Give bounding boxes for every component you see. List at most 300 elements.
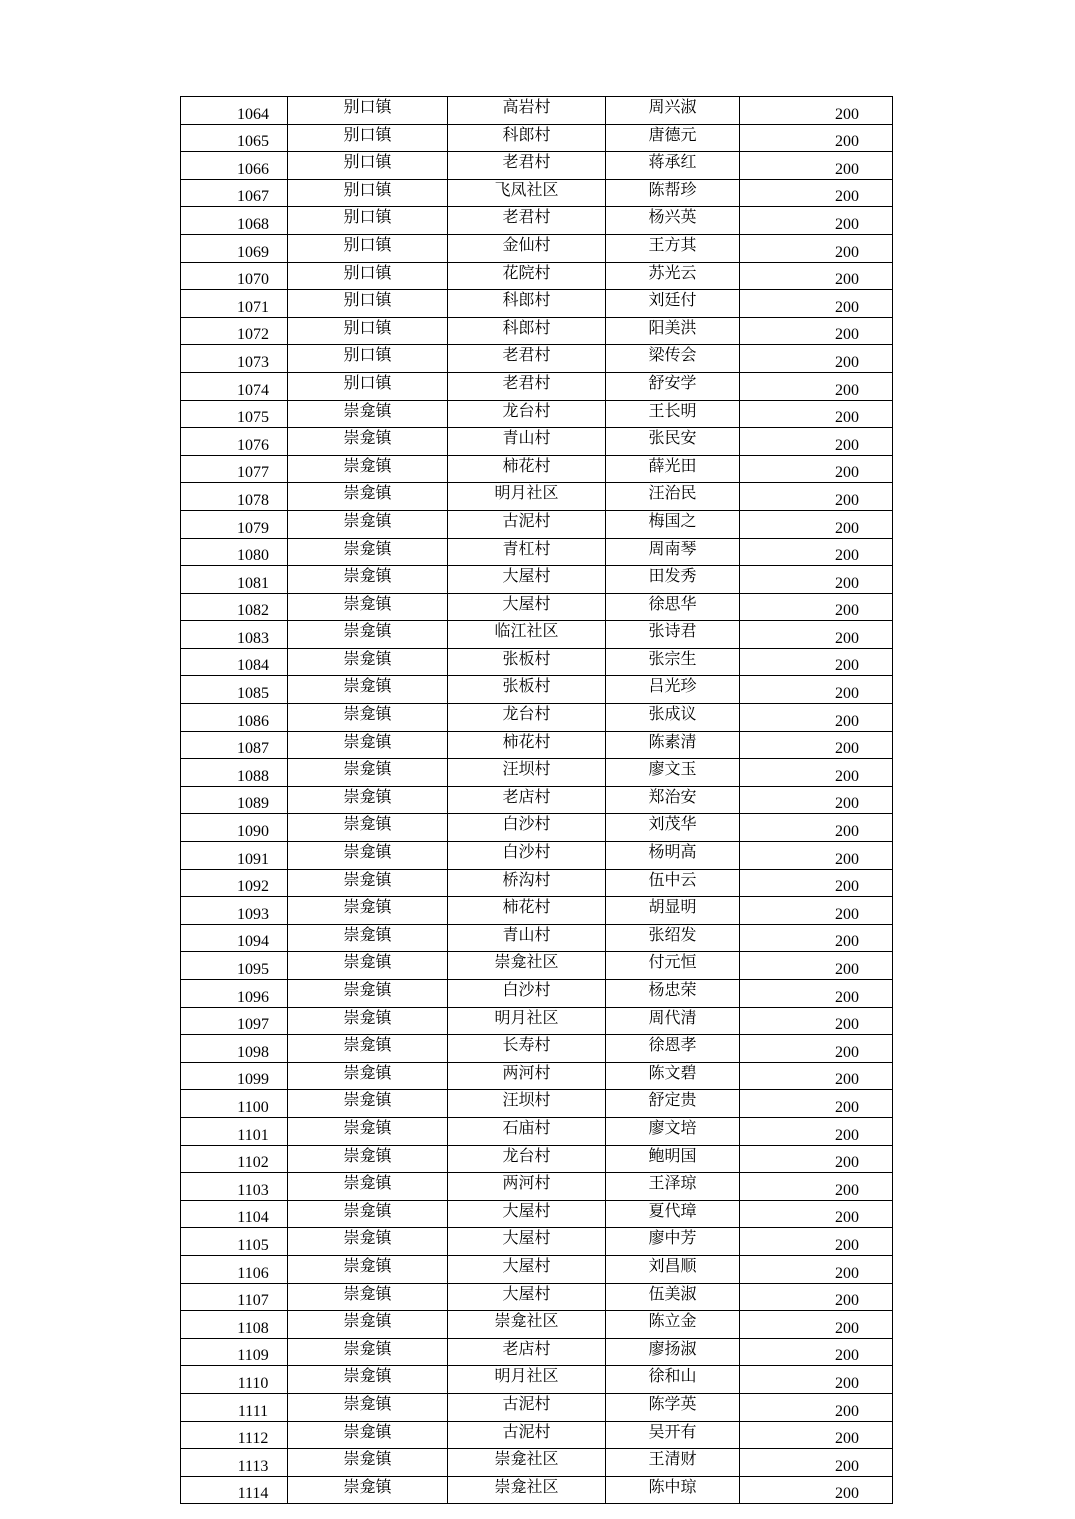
amount-cell: 200: [740, 814, 893, 842]
village-cell: 老店村: [448, 786, 606, 814]
serial-number-cell: 1077: [181, 455, 288, 483]
town-cell: 崇龛镇: [288, 400, 448, 428]
name-cell: 陈立金: [606, 1311, 740, 1339]
name-cell: 舒安学: [606, 372, 740, 400]
village-cell: 老君村: [448, 372, 606, 400]
town-cell: 崇龛镇: [288, 1366, 448, 1394]
serial-number-cell: 1069: [181, 234, 288, 262]
village-cell: 老君村: [448, 152, 606, 180]
name-cell: 梁传会: [606, 345, 740, 373]
village-cell: 花院村: [448, 262, 606, 290]
town-cell: 崇龛镇: [288, 1062, 448, 1090]
table-row: [181, 731, 893, 759]
amount-cell: 200: [740, 234, 893, 262]
serial-number-cell: 1114: [181, 1476, 288, 1504]
amount-cell: 200: [740, 400, 893, 428]
table-row: [181, 897, 893, 925]
table-row: [181, 207, 893, 235]
serial-number-cell: 1105: [181, 1228, 288, 1256]
town-cell: 崇龛镇: [288, 759, 448, 787]
name-cell: 陈帮珍: [606, 179, 740, 207]
subsidy-roster-table: [180, 96, 893, 1504]
name-cell: 刘昌顺: [606, 1255, 740, 1283]
town-cell: 崇龛镇: [288, 1311, 448, 1339]
table-row: [181, 1228, 893, 1256]
village-cell: 老店村: [448, 1338, 606, 1366]
village-cell: 科郎村: [448, 290, 606, 318]
serial-number-cell: 1109: [181, 1338, 288, 1366]
village-cell: 青杠村: [448, 538, 606, 566]
serial-number-cell: 1090: [181, 814, 288, 842]
town-cell: 崇龛镇: [288, 704, 448, 732]
table-row: [181, 97, 893, 125]
table-row: [181, 980, 893, 1008]
town-cell: 别口镇: [288, 152, 448, 180]
table-row: [181, 1090, 893, 1118]
village-cell: 青山村: [448, 428, 606, 456]
village-cell: 大屋村: [448, 593, 606, 621]
name-cell: 张成议: [606, 704, 740, 732]
village-cell: 柿花村: [448, 731, 606, 759]
serial-number-cell: 1108: [181, 1311, 288, 1339]
village-cell: 崇龛社区: [448, 1476, 606, 1504]
village-cell: 白沙村: [448, 842, 606, 870]
village-cell: 龙台村: [448, 1145, 606, 1173]
table-row: [181, 842, 893, 870]
amount-cell: 200: [740, 152, 893, 180]
amount-cell: 200: [740, 290, 893, 318]
name-cell: 杨兴英: [606, 207, 740, 235]
amount-cell: 200: [740, 759, 893, 787]
town-cell: 崇龛镇: [288, 897, 448, 925]
serial-number-cell: 1094: [181, 924, 288, 952]
name-cell: 张绍发: [606, 924, 740, 952]
town-cell: 别口镇: [288, 179, 448, 207]
name-cell: 陈中琼: [606, 1476, 740, 1504]
table-row: [181, 814, 893, 842]
village-cell: 老君村: [448, 345, 606, 373]
serial-number-cell: 1106: [181, 1255, 288, 1283]
table-row: [181, 179, 893, 207]
amount-cell: 200: [740, 704, 893, 732]
name-cell: 张宗生: [606, 648, 740, 676]
town-cell: 崇龛镇: [288, 1090, 448, 1118]
name-cell: 张民安: [606, 428, 740, 456]
town-cell: 崇龛镇: [288, 510, 448, 538]
amount-cell: 200: [740, 1311, 893, 1339]
amount-cell: 200: [740, 593, 893, 621]
town-cell: 崇龛镇: [288, 428, 448, 456]
town-cell: 崇龛镇: [288, 566, 448, 594]
serial-number-cell: 1087: [181, 731, 288, 759]
village-cell: 白沙村: [448, 814, 606, 842]
name-cell: 徐思华: [606, 593, 740, 621]
amount-cell: 200: [740, 538, 893, 566]
town-cell: 别口镇: [288, 290, 448, 318]
town-cell: 崇龛镇: [288, 1200, 448, 1228]
table-row: [181, 400, 893, 428]
amount-cell: 200: [740, 317, 893, 345]
name-cell: 王方其: [606, 234, 740, 262]
name-cell: 陈素清: [606, 731, 740, 759]
table-row: [181, 455, 893, 483]
town-cell: 崇龛镇: [288, 455, 448, 483]
village-cell: 飞凤社区: [448, 179, 606, 207]
town-cell: 崇龛镇: [288, 1173, 448, 1201]
amount-cell: 200: [740, 262, 893, 290]
serial-number-cell: 1066: [181, 152, 288, 180]
amount-cell: 200: [740, 648, 893, 676]
name-cell: 王清财: [606, 1449, 740, 1477]
name-cell: 梅国之: [606, 510, 740, 538]
table-row: [181, 428, 893, 456]
amount-cell: 200: [740, 676, 893, 704]
table-row: [181, 676, 893, 704]
serial-number-cell: 1078: [181, 483, 288, 511]
name-cell: 刘廷付: [606, 290, 740, 318]
town-cell: 崇龛镇: [288, 621, 448, 649]
table-row: [181, 1476, 893, 1504]
table-row: [181, 566, 893, 594]
town-cell: 别口镇: [288, 372, 448, 400]
village-cell: 大屋村: [448, 1255, 606, 1283]
village-cell: 古泥村: [448, 1393, 606, 1421]
table-row: [181, 1311, 893, 1339]
town-cell: 别口镇: [288, 262, 448, 290]
amount-cell: 200: [740, 97, 893, 125]
village-cell: 科郎村: [448, 124, 606, 152]
serial-number-cell: 1104: [181, 1200, 288, 1228]
serial-number-cell: 1088: [181, 759, 288, 787]
name-cell: 吕光珍: [606, 676, 740, 704]
name-cell: 廖文培: [606, 1117, 740, 1145]
town-cell: 崇龛镇: [288, 1007, 448, 1035]
amount-cell: 200: [740, 1421, 893, 1449]
table-row: [181, 152, 893, 180]
amount-cell: 200: [740, 621, 893, 649]
name-cell: 付元恒: [606, 952, 740, 980]
serial-number-cell: 1075: [181, 400, 288, 428]
village-cell: 桥沟村: [448, 869, 606, 897]
amount-cell: 200: [740, 455, 893, 483]
serial-number-cell: 1084: [181, 648, 288, 676]
town-cell: 崇龛镇: [288, 980, 448, 1008]
amount-cell: 200: [740, 1476, 893, 1504]
table-row: [181, 1035, 893, 1063]
town-cell: 崇龛镇: [288, 1283, 448, 1311]
town-cell: 崇龛镇: [288, 869, 448, 897]
village-cell: 石庙村: [448, 1117, 606, 1145]
serial-number-cell: 1103: [181, 1173, 288, 1201]
village-cell: 柿花村: [448, 455, 606, 483]
name-cell: 徐恩孝: [606, 1035, 740, 1063]
town-cell: 崇龛镇: [288, 924, 448, 952]
serial-number-cell: 1095: [181, 952, 288, 980]
serial-number-cell: 1073: [181, 345, 288, 373]
amount-cell: 200: [740, 1393, 893, 1421]
amount-cell: 200: [740, 1062, 893, 1090]
serial-number-cell: 1071: [181, 290, 288, 318]
serial-number-cell: 1089: [181, 786, 288, 814]
table-row: [181, 1393, 893, 1421]
table-row: [181, 704, 893, 732]
serial-number-cell: 1076: [181, 428, 288, 456]
amount-cell: 200: [740, 1449, 893, 1477]
town-cell: 崇龛镇: [288, 1255, 448, 1283]
table-row: [181, 1062, 893, 1090]
serial-number-cell: 1070: [181, 262, 288, 290]
amount-cell: 200: [740, 345, 893, 373]
amount-cell: 200: [740, 1228, 893, 1256]
town-cell: 崇龛镇: [288, 676, 448, 704]
name-cell: 苏光云: [606, 262, 740, 290]
name-cell: 廖文玉: [606, 759, 740, 787]
name-cell: 舒定贵: [606, 1090, 740, 1118]
town-cell: 别口镇: [288, 234, 448, 262]
amount-cell: 200: [740, 1173, 893, 1201]
amount-cell: 200: [740, 207, 893, 235]
village-cell: 科郎村: [448, 317, 606, 345]
table-row: [181, 372, 893, 400]
village-cell: 崇龛社区: [448, 1311, 606, 1339]
serial-number-cell: 1068: [181, 207, 288, 235]
amount-cell: 200: [740, 1255, 893, 1283]
table-row: [181, 648, 893, 676]
village-cell: 两河村: [448, 1062, 606, 1090]
village-cell: 老君村: [448, 207, 606, 235]
name-cell: 阳美洪: [606, 317, 740, 345]
serial-number-cell: 1100: [181, 1090, 288, 1118]
table-row: [181, 924, 893, 952]
town-cell: 崇龛镇: [288, 1393, 448, 1421]
town-cell: 崇龛镇: [288, 1035, 448, 1063]
town-cell: 崇龛镇: [288, 1476, 448, 1504]
table-row: [181, 1117, 893, 1145]
village-cell: 古泥村: [448, 1421, 606, 1449]
town-cell: 崇龛镇: [288, 1421, 448, 1449]
table-row: [181, 538, 893, 566]
table-row: [181, 1338, 893, 1366]
serial-number-cell: 1107: [181, 1283, 288, 1311]
table-row: [181, 1145, 893, 1173]
name-cell: 王长明: [606, 400, 740, 428]
name-cell: 周南琴: [606, 538, 740, 566]
amount-cell: 200: [740, 1007, 893, 1035]
table-row: [181, 262, 893, 290]
name-cell: 周兴淑: [606, 97, 740, 125]
village-cell: 大屋村: [448, 1228, 606, 1256]
table-row: [181, 317, 893, 345]
amount-cell: 200: [740, 1283, 893, 1311]
serial-number-cell: 1067: [181, 179, 288, 207]
table-row: [181, 1200, 893, 1228]
name-cell: 廖中芳: [606, 1228, 740, 1256]
amount-cell: 200: [740, 980, 893, 1008]
village-cell: 汪坝村: [448, 759, 606, 787]
table-row: [181, 1255, 893, 1283]
name-cell: 田发秀: [606, 566, 740, 594]
amount-cell: 200: [740, 1090, 893, 1118]
town-cell: 别口镇: [288, 345, 448, 373]
serial-number-cell: 1086: [181, 704, 288, 732]
table-row: [181, 345, 893, 373]
table-row: [181, 1173, 893, 1201]
table-row: [181, 290, 893, 318]
village-cell: 临江社区: [448, 621, 606, 649]
name-cell: 陈文碧: [606, 1062, 740, 1090]
name-cell: 张诗君: [606, 621, 740, 649]
village-cell: 大屋村: [448, 1283, 606, 1311]
amount-cell: 200: [740, 483, 893, 511]
village-cell: 大屋村: [448, 566, 606, 594]
amount-cell: 200: [740, 566, 893, 594]
table-row: [181, 759, 893, 787]
serial-number-cell: 1110: [181, 1366, 288, 1394]
amount-cell: 200: [740, 869, 893, 897]
amount-cell: 200: [740, 428, 893, 456]
serial-number-cell: 1065: [181, 124, 288, 152]
town-cell: 崇龛镇: [288, 1117, 448, 1145]
table-row: [181, 621, 893, 649]
village-cell: 明月社区: [448, 1007, 606, 1035]
amount-cell: 200: [740, 1117, 893, 1145]
serial-number-cell: 1082: [181, 593, 288, 621]
town-cell: 崇龛镇: [288, 483, 448, 511]
village-cell: 龙台村: [448, 704, 606, 732]
village-cell: 张板村: [448, 648, 606, 676]
village-cell: 汪坝村: [448, 1090, 606, 1118]
town-cell: 别口镇: [288, 97, 448, 125]
amount-cell: 200: [740, 179, 893, 207]
table-row: [181, 1283, 893, 1311]
amount-cell: 200: [740, 1200, 893, 1228]
serial-number-cell: 1080: [181, 538, 288, 566]
table-row: [181, 869, 893, 897]
name-cell: 徐和山: [606, 1366, 740, 1394]
village-cell: 两河村: [448, 1173, 606, 1201]
table-row: [181, 483, 893, 511]
table-row: [181, 1366, 893, 1394]
town-cell: 崇龛镇: [288, 814, 448, 842]
town-cell: 崇龛镇: [288, 593, 448, 621]
village-cell: 崇龛社区: [448, 952, 606, 980]
amount-cell: 200: [740, 731, 893, 759]
serial-number-cell: 1096: [181, 980, 288, 1008]
amount-cell: 200: [740, 1035, 893, 1063]
town-cell: 别口镇: [288, 124, 448, 152]
table-row: [181, 124, 893, 152]
name-cell: 蒋承红: [606, 152, 740, 180]
serial-number-cell: 1074: [181, 372, 288, 400]
serial-number-cell: 1091: [181, 842, 288, 870]
town-cell: 别口镇: [288, 207, 448, 235]
town-cell: 崇龛镇: [288, 1338, 448, 1366]
village-cell: 金仙村: [448, 234, 606, 262]
name-cell: 胡显明: [606, 897, 740, 925]
name-cell: 伍中云: [606, 869, 740, 897]
name-cell: 周代清: [606, 1007, 740, 1035]
village-cell: 明月社区: [448, 483, 606, 511]
table-row: [181, 952, 893, 980]
village-cell: 龙台村: [448, 400, 606, 428]
serial-number-cell: 1064: [181, 97, 288, 125]
table-row: [181, 1007, 893, 1035]
amount-cell: 200: [740, 952, 893, 980]
town-cell: 崇龛镇: [288, 1228, 448, 1256]
amount-cell: 200: [740, 1338, 893, 1366]
amount-cell: 200: [740, 786, 893, 814]
amount-cell: 200: [740, 897, 893, 925]
village-cell: 长寿村: [448, 1035, 606, 1063]
village-cell: 崇龛社区: [448, 1449, 606, 1477]
serial-number-cell: 1111: [181, 1393, 288, 1421]
table-row: [181, 786, 893, 814]
name-cell: 王泽琼: [606, 1173, 740, 1201]
table-body: [181, 97, 893, 1504]
name-cell: 汪治民: [606, 483, 740, 511]
name-cell: 郑治安: [606, 786, 740, 814]
name-cell: 夏代璋: [606, 1200, 740, 1228]
village-cell: 高岩村: [448, 97, 606, 125]
serial-number-cell: 1098: [181, 1035, 288, 1063]
name-cell: 唐德元: [606, 124, 740, 152]
amount-cell: 200: [740, 510, 893, 538]
village-cell: 柿花村: [448, 897, 606, 925]
town-cell: 崇龛镇: [288, 786, 448, 814]
serial-number-cell: 1102: [181, 1145, 288, 1173]
serial-number-cell: 1079: [181, 510, 288, 538]
serial-number-cell: 1081: [181, 566, 288, 594]
serial-number-cell: 1113: [181, 1449, 288, 1477]
town-cell: 崇龛镇: [288, 648, 448, 676]
town-cell: 崇龛镇: [288, 1449, 448, 1477]
town-cell: 崇龛镇: [288, 842, 448, 870]
table-row: [181, 510, 893, 538]
serial-number-cell: 1099: [181, 1062, 288, 1090]
name-cell: 薛光田: [606, 455, 740, 483]
amount-cell: 200: [740, 924, 893, 952]
town-cell: 崇龛镇: [288, 1145, 448, 1173]
amount-cell: 200: [740, 1366, 893, 1394]
amount-cell: 200: [740, 842, 893, 870]
serial-number-cell: 1101: [181, 1117, 288, 1145]
name-cell: 杨明高: [606, 842, 740, 870]
serial-number-cell: 1085: [181, 676, 288, 704]
serial-number-cell: 1097: [181, 1007, 288, 1035]
serial-number-cell: 1083: [181, 621, 288, 649]
table-row: [181, 234, 893, 262]
village-cell: 张板村: [448, 676, 606, 704]
town-cell: 崇龛镇: [288, 538, 448, 566]
town-cell: 崇龛镇: [288, 952, 448, 980]
town-cell: 崇龛镇: [288, 731, 448, 759]
amount-cell: 200: [740, 1145, 893, 1173]
village-cell: 白沙村: [448, 980, 606, 1008]
amount-cell: 200: [740, 124, 893, 152]
village-cell: 古泥村: [448, 510, 606, 538]
name-cell: 廖扬淑: [606, 1338, 740, 1366]
serial-number-cell: 1112: [181, 1421, 288, 1449]
name-cell: 刘茂华: [606, 814, 740, 842]
amount-cell: 200: [740, 372, 893, 400]
table-row: [181, 1421, 893, 1449]
serial-number-cell: 1093: [181, 897, 288, 925]
name-cell: 陈学英: [606, 1393, 740, 1421]
name-cell: 杨忠荣: [606, 980, 740, 1008]
serial-number-cell: 1072: [181, 317, 288, 345]
village-cell: 青山村: [448, 924, 606, 952]
name-cell: 鲍明国: [606, 1145, 740, 1173]
